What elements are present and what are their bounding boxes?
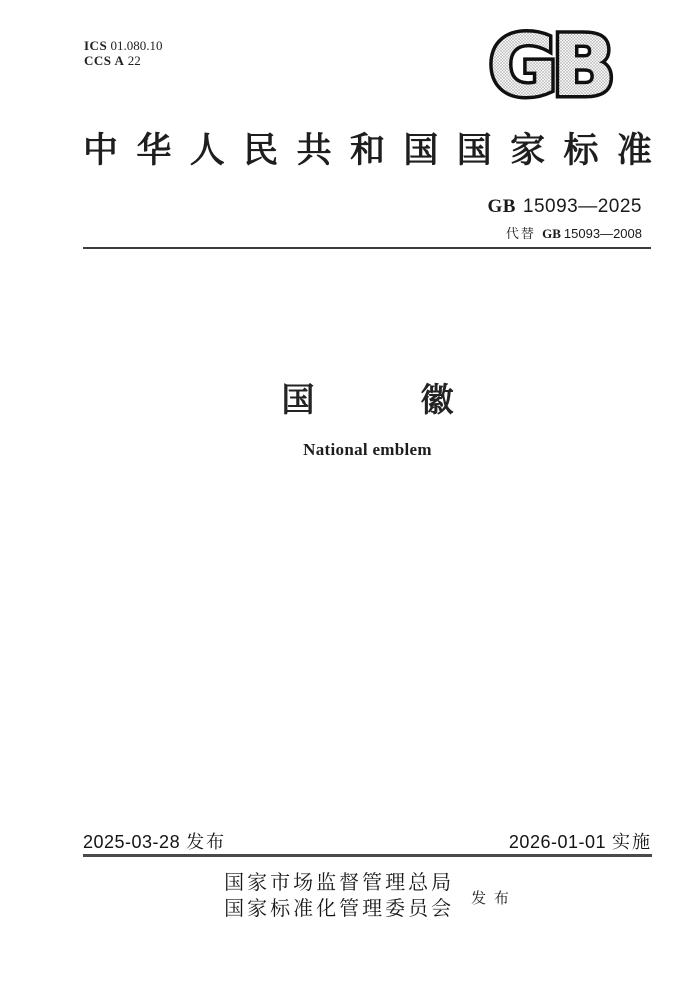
ics-label: ICS (84, 38, 108, 53)
issue-date: 2025-03-28 (83, 832, 181, 852)
standard-code (487, 196, 642, 218)
document-title-en: National emblem (303, 440, 432, 459)
replaces-label: 代替 (505, 226, 536, 241)
national-standard-title-text: 中 华 人 民 共 和 国 国 家 标 准 (83, 131, 652, 170)
footer-divider (83, 854, 652, 857)
issue-date-line (83, 828, 226, 854)
classification-codes (84, 38, 162, 68)
document-title-char-2: 徽 (420, 381, 454, 418)
svg-text:GB: GB (488, 26, 610, 108)
national-standard-title (83, 130, 652, 172)
publisher-names (224, 870, 454, 922)
ccs-label: CCS A (84, 53, 125, 68)
replaces-prefix: GB (542, 226, 561, 241)
publisher-line-2: 国家标准化管理委员会 (224, 898, 455, 920)
standard-code-number: 15093—2025 (522, 196, 642, 217)
ccs-line (84, 53, 162, 68)
issue-label: 发布 (186, 832, 227, 852)
header-divider (83, 247, 651, 249)
replaces-number: 15093—2008 (563, 226, 642, 241)
publish-label: 发 布 (471, 890, 511, 907)
gb-logo-icon (476, 26, 622, 108)
ics-line (84, 38, 162, 53)
document-title-cn (83, 374, 652, 421)
standard-code-prefix: GB (487, 196, 516, 217)
ccs-code: 22 (127, 53, 141, 68)
implementation-date: 2026-01-01 (508, 832, 606, 852)
document-title-char-1: 国 (281, 381, 315, 418)
implementation-date-line (509, 828, 652, 854)
ics-code: 01.080.10 (110, 38, 163, 53)
standard-number-block (487, 196, 642, 242)
dates-row (83, 828, 652, 854)
replaces-line (487, 223, 642, 242)
implementation-label: 实施 (612, 832, 652, 852)
publisher-line-1: 国家市场监督管理总局 (224, 872, 455, 894)
publishers-block (83, 870, 652, 922)
